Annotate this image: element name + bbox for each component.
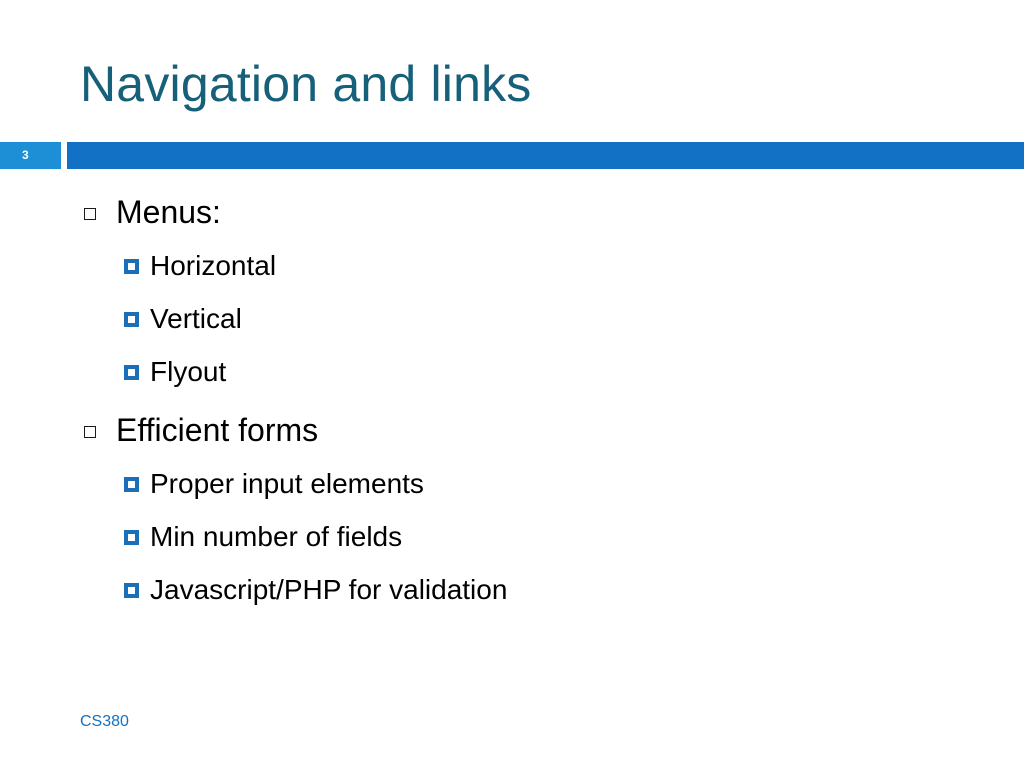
subitem-vertical: Vertical bbox=[150, 303, 242, 334]
hollow-square-icon bbox=[84, 426, 96, 438]
filled-square-icon bbox=[124, 259, 139, 274]
filled-square-icon bbox=[124, 583, 139, 598]
slide-title: Navigation and links bbox=[80, 56, 532, 112]
subitem-horizontal: Horizontal bbox=[150, 250, 277, 281]
hollow-square-icon bbox=[84, 208, 96, 220]
bullet-efficient-forms: Efficient forms bbox=[116, 412, 319, 448]
filled-square-icon bbox=[124, 312, 139, 327]
slide-number: 3 bbox=[22, 148, 29, 162]
filled-square-icon bbox=[124, 477, 139, 492]
subitem-proper-input-elements: Proper input elements bbox=[150, 468, 424, 499]
subitem-min-number-of-fields: Min number of fields bbox=[150, 521, 403, 552]
footer-course-label: CS380 bbox=[80, 713, 129, 730]
filled-square-icon bbox=[124, 365, 139, 380]
filled-square-icon bbox=[124, 530, 139, 545]
subitem-javascript-php-validation: Javascript/PHP for validation bbox=[150, 574, 508, 605]
bullet-menus: Menus: bbox=[116, 194, 221, 230]
subitem-flyout: Flyout bbox=[150, 356, 227, 387]
